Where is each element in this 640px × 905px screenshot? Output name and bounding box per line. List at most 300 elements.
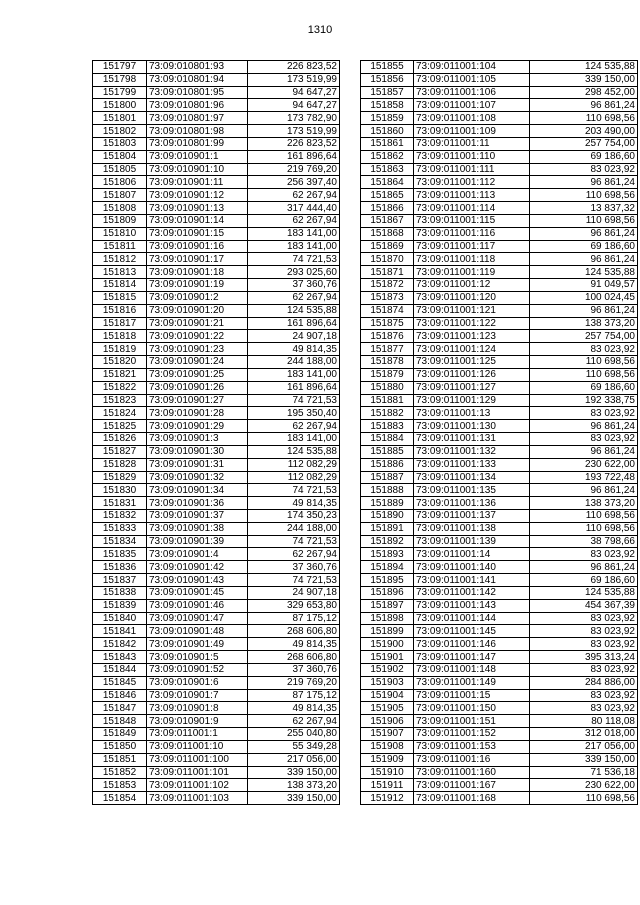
row-number-cell: 151901	[361, 651, 414, 664]
cadastral-number-cell: 73:09:010801:94	[147, 73, 248, 86]
cadastral-value-cell: 83 023,92	[530, 625, 638, 638]
cadastral-number-cell: 73:09:011001:118	[414, 253, 530, 266]
cadastral-number-cell: 73:09:011001:16	[414, 753, 530, 766]
row-number-cell: 151800	[93, 99, 147, 112]
cadastral-number-cell: 73:09:010901:22	[147, 330, 248, 343]
row-number-cell: 151854	[93, 792, 147, 805]
cadastral-number-cell: 73:09:011001:13	[414, 407, 530, 420]
row-number-cell: 151819	[93, 343, 147, 356]
row-number-cell: 151909	[361, 753, 414, 766]
cadastral-number-cell: 73:09:011001:140	[414, 561, 530, 574]
cadastral-number-cell: 73:09:011001:1	[147, 728, 248, 741]
table-row	[361, 137, 638, 150]
table-row	[361, 227, 638, 240]
cadastral-value-cell: 173 782,90	[248, 112, 340, 125]
cadastral-number-cell: 73:09:010901:45	[147, 586, 248, 599]
row-number-cell: 151823	[93, 394, 147, 407]
cadastral-number-cell: 73:09:011001:144	[414, 612, 530, 625]
cadastral-number-cell: 73:09:010901:18	[147, 266, 248, 279]
cadastral-number-cell: 73:09:011001:149	[414, 676, 530, 689]
cadastral-number-cell: 73:09:011001:132	[414, 445, 530, 458]
row-number-cell: 151893	[361, 548, 414, 561]
cadastral-value-cell: 96 861,24	[530, 484, 638, 497]
row-number-cell: 151832	[93, 509, 147, 522]
table-row	[93, 279, 340, 292]
cadastral-number-cell: 73:09:011001:110	[414, 150, 530, 163]
row-number-cell: 151905	[361, 702, 414, 715]
cadastral-number-cell: 73:09:011001:103	[147, 792, 248, 805]
cadastral-value-cell: 83 023,92	[530, 612, 638, 625]
table-row	[361, 766, 638, 779]
row-number-cell: 151912	[361, 792, 414, 805]
row-number-cell: 151836	[93, 561, 147, 574]
cadastral-number-cell: 73:09:010801:93	[147, 61, 248, 74]
table-row	[361, 368, 638, 381]
table-row	[361, 279, 638, 292]
row-number-cell: 151841	[93, 625, 147, 638]
row-number-cell: 151839	[93, 599, 147, 612]
cadastral-number-cell: 73:09:011001:141	[414, 574, 530, 587]
cadastral-value-cell: 96 861,24	[530, 253, 638, 266]
cadastral-number-cell: 73:09:011001:10	[147, 740, 248, 753]
cadastral-value-cell: 80 118,08	[530, 715, 638, 728]
row-number-cell: 151880	[361, 381, 414, 394]
right-register-body	[361, 61, 638, 805]
cadastral-number-cell: 73:09:010901:19	[147, 279, 248, 292]
cadastral-number-cell: 73:09:010901:46	[147, 599, 248, 612]
row-number-cell: 151868	[361, 227, 414, 240]
cadastral-value-cell: 24 907,18	[248, 586, 340, 599]
cadastral-value-cell: 37 360,76	[248, 561, 340, 574]
cadastral-number-cell: 73:09:011001:146	[414, 638, 530, 651]
table-row	[361, 586, 638, 599]
cadastral-number-cell: 73:09:011001:119	[414, 266, 530, 279]
row-number-cell: 151872	[361, 279, 414, 292]
table-row	[93, 420, 340, 433]
row-number-cell: 151902	[361, 663, 414, 676]
cadastral-value-cell: 395 313,24	[530, 651, 638, 664]
cadastral-number-cell: 73:09:010801:97	[147, 112, 248, 125]
row-number-cell: 151813	[93, 266, 147, 279]
row-number-cell: 151804	[93, 150, 147, 163]
row-number-cell: 151850	[93, 740, 147, 753]
table-row	[361, 638, 638, 651]
row-number-cell: 151801	[93, 112, 147, 125]
cadastral-value-cell: 203 490,00	[530, 125, 638, 138]
table-row	[361, 535, 638, 548]
row-number-cell: 151824	[93, 407, 147, 420]
row-number-cell: 151852	[93, 766, 147, 779]
cadastral-number-cell: 73:09:010901:26	[147, 381, 248, 394]
row-number-cell: 151834	[93, 535, 147, 548]
cadastral-number-cell: 73:09:011001:150	[414, 702, 530, 715]
table-row	[93, 381, 340, 394]
table-row	[93, 86, 340, 99]
cadastral-value-cell: 83 023,92	[530, 548, 638, 561]
table-row	[361, 509, 638, 522]
table-row	[93, 112, 340, 125]
cadastral-number-cell: 73:09:010901:39	[147, 535, 248, 548]
cadastral-number-cell: 73:09:010901:21	[147, 317, 248, 330]
row-number-cell: 151817	[93, 317, 147, 330]
table-row	[93, 317, 340, 330]
row-number-cell: 151886	[361, 458, 414, 471]
cadastral-number-cell: 73:09:011001:139	[414, 535, 530, 548]
cadastral-number-cell: 73:09:010901:48	[147, 625, 248, 638]
row-number-cell: 151812	[93, 253, 147, 266]
table-row	[361, 176, 638, 189]
row-number-cell: 151829	[93, 471, 147, 484]
row-number-cell: 151895	[361, 574, 414, 587]
cadastral-number-cell: 73:09:010801:98	[147, 125, 248, 138]
table-row	[93, 291, 340, 304]
cadastral-number-cell: 73:09:010901:14	[147, 214, 248, 227]
right-register-table	[360, 60, 638, 805]
cadastral-value-cell: 100 024,45	[530, 291, 638, 304]
row-number-cell: 151806	[93, 176, 147, 189]
cadastral-number-cell: 73:09:010901:9	[147, 715, 248, 728]
cadastral-value-cell: 124 535,88	[530, 586, 638, 599]
cadastral-value-cell: 268 606,80	[248, 651, 340, 664]
table-row	[93, 574, 340, 587]
table-row	[93, 715, 340, 728]
cadastral-number-cell: 73:09:011001:108	[414, 112, 530, 125]
row-number-cell: 151802	[93, 125, 147, 138]
cadastral-number-cell: 73:09:010901:16	[147, 240, 248, 253]
cadastral-value-cell: 62 267,94	[248, 548, 340, 561]
cadastral-number-cell: 73:09:011001:122	[414, 317, 530, 330]
cadastral-number-cell: 73:09:010901:6	[147, 676, 248, 689]
table-row	[93, 368, 340, 381]
table-row	[361, 561, 638, 574]
cadastral-value-cell: 69 186,60	[530, 240, 638, 253]
cadastral-value-cell: 112 082,29	[248, 471, 340, 484]
table-row	[93, 676, 340, 689]
cadastral-value-cell: 257 754,00	[530, 330, 638, 343]
table-row	[361, 484, 638, 497]
table-row	[361, 407, 638, 420]
cadastral-value-cell: 217 056,00	[248, 753, 340, 766]
cadastral-number-cell: 73:09:010901:12	[147, 189, 248, 202]
cadastral-value-cell: 62 267,94	[248, 189, 340, 202]
table-row	[361, 163, 638, 176]
cadastral-value-cell: 69 186,60	[530, 381, 638, 394]
row-number-cell: 151862	[361, 150, 414, 163]
row-number-cell: 151814	[93, 279, 147, 292]
table-row	[93, 663, 340, 676]
table-row	[361, 266, 638, 279]
cadastral-value-cell: 96 861,24	[530, 561, 638, 574]
table-row	[93, 509, 340, 522]
row-number-cell: 151904	[361, 689, 414, 702]
table-row	[93, 304, 340, 317]
cadastral-number-cell: 73:09:011001:104	[414, 61, 530, 74]
row-number-cell: 151892	[361, 535, 414, 548]
table-row	[93, 150, 340, 163]
table-row	[93, 612, 340, 625]
cadastral-value-cell: 83 023,92	[530, 663, 638, 676]
row-number-cell: 151882	[361, 407, 414, 420]
cadastral-number-cell: 73:09:010901:10	[147, 163, 248, 176]
left-register-body	[93, 61, 340, 805]
cadastral-value-cell: 110 698,56	[530, 214, 638, 227]
cadastral-value-cell: 96 861,24	[530, 445, 638, 458]
cadastral-value-cell: 110 698,56	[530, 509, 638, 522]
cadastral-value-cell: 110 698,56	[530, 792, 638, 805]
row-number-cell: 151808	[93, 202, 147, 215]
row-number-cell: 151856	[361, 73, 414, 86]
cadastral-value-cell: 195 350,40	[248, 407, 340, 420]
table-row	[361, 304, 638, 317]
cadastral-value-cell: 83 023,92	[530, 638, 638, 651]
row-number-cell: 151887	[361, 471, 414, 484]
cadastral-value-cell: 173 519,99	[248, 125, 340, 138]
table-row	[361, 356, 638, 369]
cadastral-number-cell: 73:09:011001:148	[414, 663, 530, 676]
cadastral-value-cell: 62 267,94	[248, 214, 340, 227]
row-number-cell: 151849	[93, 728, 147, 741]
row-number-cell: 151891	[361, 522, 414, 535]
row-number-cell: 151875	[361, 317, 414, 330]
cadastral-number-cell: 73:09:010901:2	[147, 291, 248, 304]
table-row	[361, 73, 638, 86]
table-row	[93, 689, 340, 702]
table-row	[93, 433, 340, 446]
cadastral-value-cell: 62 267,94	[248, 420, 340, 433]
cadastral-number-cell: 73:09:011001:127	[414, 381, 530, 394]
table-row	[93, 253, 340, 266]
row-number-cell: 151807	[93, 189, 147, 202]
row-number-cell: 151876	[361, 330, 414, 343]
cadastral-number-cell: 73:09:010901:38	[147, 522, 248, 535]
cadastral-value-cell: 256 397,40	[248, 176, 340, 189]
table-row	[93, 137, 340, 150]
cadastral-number-cell: 73:09:010901:13	[147, 202, 248, 215]
row-number-cell: 151871	[361, 266, 414, 279]
row-number-cell: 151897	[361, 599, 414, 612]
cadastral-number-cell: 73:09:010901:7	[147, 689, 248, 702]
table-row	[93, 458, 340, 471]
cadastral-number-cell: 73:09:010901:52	[147, 663, 248, 676]
table-row	[361, 740, 638, 753]
table-row	[93, 176, 340, 189]
cadastral-value-cell: 110 698,56	[530, 356, 638, 369]
row-number-cell: 151888	[361, 484, 414, 497]
table-row	[361, 253, 638, 266]
row-number-cell: 151874	[361, 304, 414, 317]
table-row	[361, 663, 638, 676]
table-row	[93, 484, 340, 497]
cadastral-number-cell: 73:09:010901:47	[147, 612, 248, 625]
table-row	[93, 702, 340, 715]
row-number-cell: 151890	[361, 509, 414, 522]
row-number-cell: 151848	[93, 715, 147, 728]
cadastral-number-cell: 73:09:011001:115	[414, 214, 530, 227]
table-row	[93, 407, 340, 420]
row-number-cell: 151799	[93, 86, 147, 99]
cadastral-number-cell: 73:09:011001:129	[414, 394, 530, 407]
cadastral-number-cell: 73:09:010901:36	[147, 497, 248, 510]
cadastral-value-cell: 312 018,00	[530, 728, 638, 741]
cadastral-value-cell: 110 698,56	[530, 112, 638, 125]
cadastral-value-cell: 339 150,00	[248, 766, 340, 779]
row-number-cell: 151885	[361, 445, 414, 458]
cadastral-value-cell: 69 186,60	[530, 150, 638, 163]
cadastral-value-cell: 96 861,24	[530, 227, 638, 240]
cadastral-number-cell: 73:09:011001:109	[414, 125, 530, 138]
table-row	[93, 125, 340, 138]
row-number-cell: 151860	[361, 125, 414, 138]
cadastral-value-cell: 339 150,00	[530, 753, 638, 766]
cadastral-number-cell: 73:09:011001:152	[414, 728, 530, 741]
row-number-cell: 151826	[93, 433, 147, 446]
table-row	[93, 471, 340, 484]
table-row	[361, 202, 638, 215]
cadastral-value-cell: 110 698,56	[530, 522, 638, 535]
table-row	[361, 728, 638, 741]
cadastral-number-cell: 73:09:011001:147	[414, 651, 530, 664]
row-number-cell: 151865	[361, 189, 414, 202]
cadastral-value-cell: 193 722,48	[530, 471, 638, 484]
cadastral-value-cell: 284 886,00	[530, 676, 638, 689]
row-number-cell: 151855	[361, 61, 414, 74]
cadastral-number-cell: 73:09:010901:29	[147, 420, 248, 433]
row-number-cell: 151833	[93, 522, 147, 535]
row-number-cell: 151825	[93, 420, 147, 433]
table-row	[361, 420, 638, 433]
table-row	[361, 317, 638, 330]
cadastral-value-cell: 244 188,00	[248, 522, 340, 535]
cadastral-number-cell: 73:09:011001:131	[414, 433, 530, 446]
cadastral-number-cell: 73:09:010901:3	[147, 433, 248, 446]
cadastral-value-cell: 124 535,88	[248, 304, 340, 317]
cadastral-number-cell: 73:09:011001:116	[414, 227, 530, 240]
cadastral-number-cell: 73:09:011001:133	[414, 458, 530, 471]
cadastral-value-cell: 183 141,00	[248, 433, 340, 446]
table-row	[93, 792, 340, 805]
table-row	[361, 150, 638, 163]
cadastral-value-cell: 124 535,88	[248, 445, 340, 458]
cadastral-number-cell: 73:09:010901:34	[147, 484, 248, 497]
cadastral-number-cell: 73:09:011001:113	[414, 189, 530, 202]
table-row	[93, 561, 340, 574]
row-number-cell: 151811	[93, 240, 147, 253]
left-register-table	[92, 60, 340, 805]
cadastral-number-cell: 73:09:011001:124	[414, 343, 530, 356]
table-row	[93, 356, 340, 369]
cadastral-number-cell: 73:09:010901:15	[147, 227, 248, 240]
row-number-cell: 151815	[93, 291, 147, 304]
row-number-cell: 151883	[361, 420, 414, 433]
cadastral-number-cell: 73:09:011001:134	[414, 471, 530, 484]
table-row	[361, 381, 638, 394]
row-number-cell: 151837	[93, 574, 147, 587]
cadastral-value-cell: 74 721,53	[248, 574, 340, 587]
row-number-cell: 151840	[93, 612, 147, 625]
cadastral-value-cell: 62 267,94	[248, 291, 340, 304]
cadastral-value-cell: 183 141,00	[248, 227, 340, 240]
cadastral-value-cell: 74 721,53	[248, 535, 340, 548]
table-row	[361, 61, 638, 74]
row-number-cell: 151797	[93, 61, 147, 74]
cadastral-number-cell: 73:09:010901:37	[147, 509, 248, 522]
row-number-cell: 151835	[93, 548, 147, 561]
row-number-cell: 151805	[93, 163, 147, 176]
row-number-cell: 151803	[93, 137, 147, 150]
row-number-cell: 151889	[361, 497, 414, 510]
table-row	[361, 330, 638, 343]
cadastral-number-cell: 73:09:011001:125	[414, 356, 530, 369]
cadastral-value-cell: 112 082,29	[248, 458, 340, 471]
table-row	[361, 112, 638, 125]
cadastral-number-cell: 73:09:011001:12	[414, 279, 530, 292]
cadastral-value-cell: 230 622,00	[530, 458, 638, 471]
cadastral-number-cell: 73:09:011001:15	[414, 689, 530, 702]
cadastral-value-cell: 124 535,88	[530, 266, 638, 279]
table-row	[361, 86, 638, 99]
cadastral-number-cell: 73:09:010901:27	[147, 394, 248, 407]
row-number-cell: 151900	[361, 638, 414, 651]
row-number-cell: 151884	[361, 433, 414, 446]
cadastral-value-cell: 71 536,18	[530, 766, 638, 779]
cadastral-value-cell: 38 798,66	[530, 535, 638, 548]
cadastral-value-cell: 91 049,57	[530, 279, 638, 292]
cadastral-number-cell: 73:09:011001:114	[414, 202, 530, 215]
cadastral-number-cell: 73:09:010901:20	[147, 304, 248, 317]
cadastral-value-cell: 268 606,80	[248, 625, 340, 638]
cadastral-number-cell: 73:09:010801:96	[147, 99, 248, 112]
cadastral-value-cell: 110 698,56	[530, 368, 638, 381]
row-number-cell: 151821	[93, 368, 147, 381]
cadastral-value-cell: 83 023,92	[530, 163, 638, 176]
cadastral-number-cell: 73:09:010901:1	[147, 150, 248, 163]
cadastral-number-cell: 73:09:010901:42	[147, 561, 248, 574]
cadastral-number-cell: 73:09:011001:101	[147, 766, 248, 779]
row-number-cell: 151898	[361, 612, 414, 625]
table-row	[93, 740, 340, 753]
table-row	[361, 433, 638, 446]
cadastral-value-cell: 83 023,92	[530, 689, 638, 702]
cadastral-value-cell: 83 023,92	[530, 433, 638, 446]
table-row	[361, 445, 638, 458]
cadastral-number-cell: 73:09:011001:153	[414, 740, 530, 753]
cadastral-value-cell: 219 769,20	[248, 676, 340, 689]
cadastral-number-cell: 73:09:011001:168	[414, 792, 530, 805]
cadastral-value-cell: 217 056,00	[530, 740, 638, 753]
row-number-cell: 151845	[93, 676, 147, 689]
cadastral-number-cell: 73:09:010901:4	[147, 548, 248, 561]
table-row	[93, 753, 340, 766]
table-row	[93, 266, 340, 279]
table-row	[93, 394, 340, 407]
cadastral-value-cell: 96 861,24	[530, 176, 638, 189]
table-row	[361, 125, 638, 138]
cadastral-value-cell: 37 360,76	[248, 279, 340, 292]
cadastral-number-cell: 73:09:010901:17	[147, 253, 248, 266]
table-row	[361, 792, 638, 805]
table-row	[93, 445, 340, 458]
cadastral-value-cell: 161 896,64	[248, 381, 340, 394]
cadastral-value-cell: 138 373,20	[530, 317, 638, 330]
row-number-cell: 151869	[361, 240, 414, 253]
table-row	[93, 779, 340, 792]
cadastral-value-cell: 293 025,60	[248, 266, 340, 279]
cadastral-number-cell: 73:09:010901:25	[147, 368, 248, 381]
cadastral-value-cell: 62 267,94	[248, 715, 340, 728]
cadastral-value-cell: 83 023,92	[530, 407, 638, 420]
table-row	[93, 189, 340, 202]
table-row	[361, 522, 638, 535]
